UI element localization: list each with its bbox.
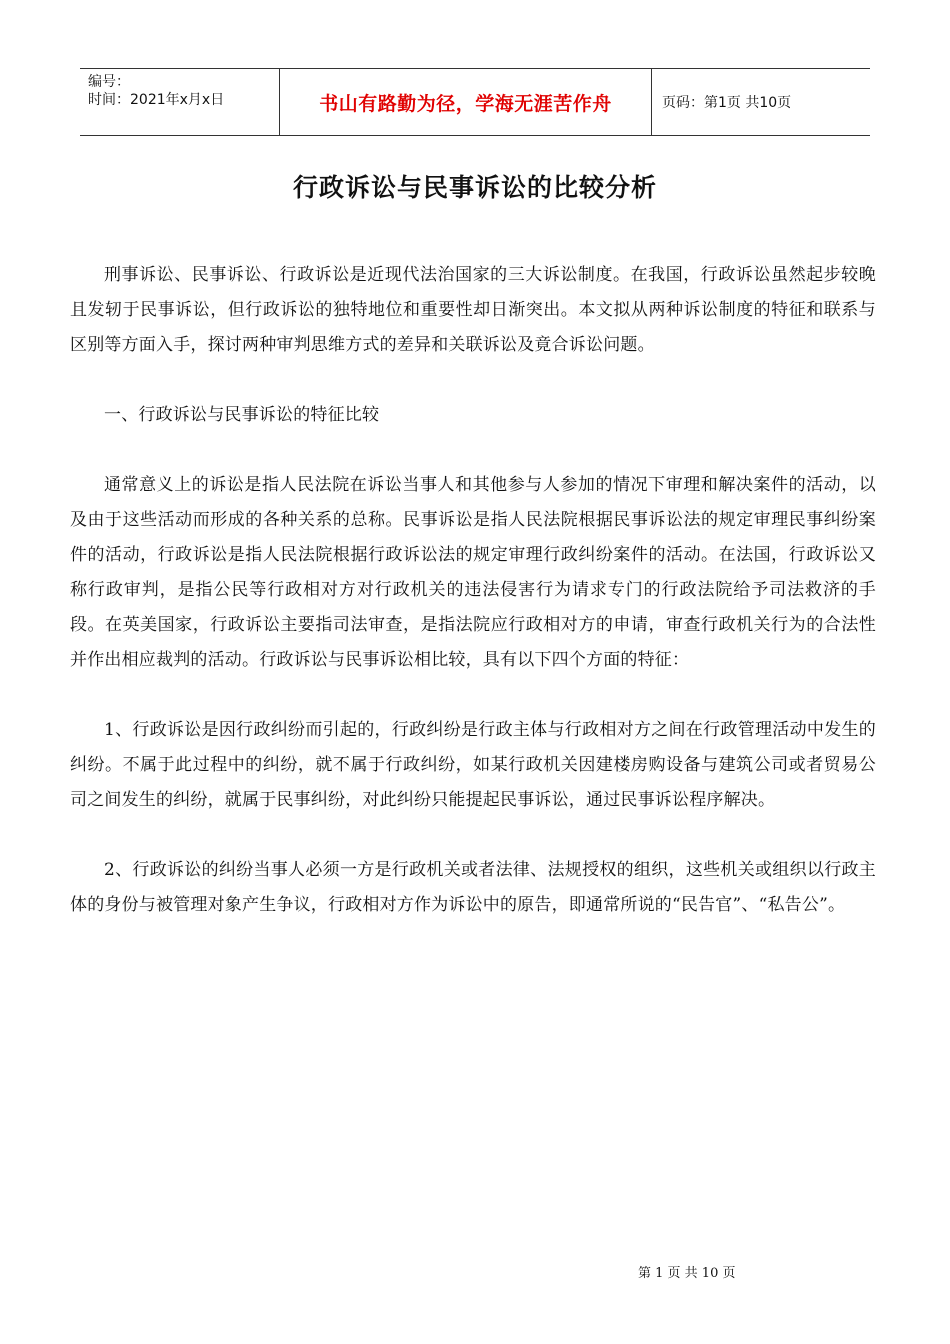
- document-body: [70, 258, 876, 923]
- page-header: [80, 68, 870, 136]
- page-footer: 第 1 页 共 10 页: [638, 1266, 736, 1281]
- header-meta: [80, 69, 280, 135]
- time-label: 时间：2021年x月x日: [88, 92, 225, 108]
- paragraph-feature-2: 2、行政诉讼的纠纷当事人必须一方是行政机关或者法律、法规授权的组织，这些机关或组织以行政主体的身份与被管理对象产生争议，行政相对方作为诉讼中的原告，即通常所说的“民告官”、“私告公”。: [70, 860, 876, 915]
- paragraph-intro: 刑事诉讼、民事诉讼、行政诉讼是近现代法治国家的三大诉讼制度。在我国，行政诉讼虽然起步较晚且发轫于民事诉讼，但行政诉讼的独特地位和重要性却日渐突出。本文拟从两种诉讼制度的特征和联系与区别等方面入手，探讨两种审判思维方式的差异和关联诉讼及竟合诉讼问题。: [70, 265, 876, 355]
- paragraph-definition: 通常意义上的诉讼是指人民法院在诉讼当事人和其他参与人参加的情况下审理和解决案件的活动，以及由于这些活动而形成的各种关系的总称。民事诉讼是指人民法院根据民事诉讼法的规定审理民事纠纷案件的活动，行政诉讼是指人民法院根据行政诉讼法的规定审理行政纠纷案件的活动。在法国，行政诉讼又称行政审判，是指公民等行政相对方对行政机关的违法侵害行为请求专门的行政法院给予司法救济的手段。在英美国家，行政诉讼主要指司法审查，是指法院应行政相对方的申请，审查行政机关行为的合法性并作出相应裁判的活动。行政诉讼与民事诉讼相比较，具有以下四个方面的特征：: [70, 475, 876, 670]
- paragraph-feature-1: 1、行政诉讼是因行政纠纷而引起的，行政纠纷是行政主体与行政相对方之间在行政管理活动中发生的纠纷。不属于此过程中的纠纷，就不属于行政纠纷，如某行政机关因建楼房购设备与建筑公司或者贸易公司之间发生的纠纷，就属于民事纠纷，对此纠纷只能提起民事诉讼，通过民事诉讼程序解决。: [70, 720, 876, 810]
- document-title: 行政诉讼与民事诉讼的比较分析: [292, 173, 657, 202]
- header-page-label: 页码：第1页 共10页: [662, 95, 792, 111]
- number-label: 编号：: [88, 74, 130, 90]
- header-motto: 书山有路勤为径，学海无涯苦作舟: [280, 69, 652, 135]
- section-heading: 一、行政诉讼与民事诉讼的特征比较: [104, 405, 380, 425]
